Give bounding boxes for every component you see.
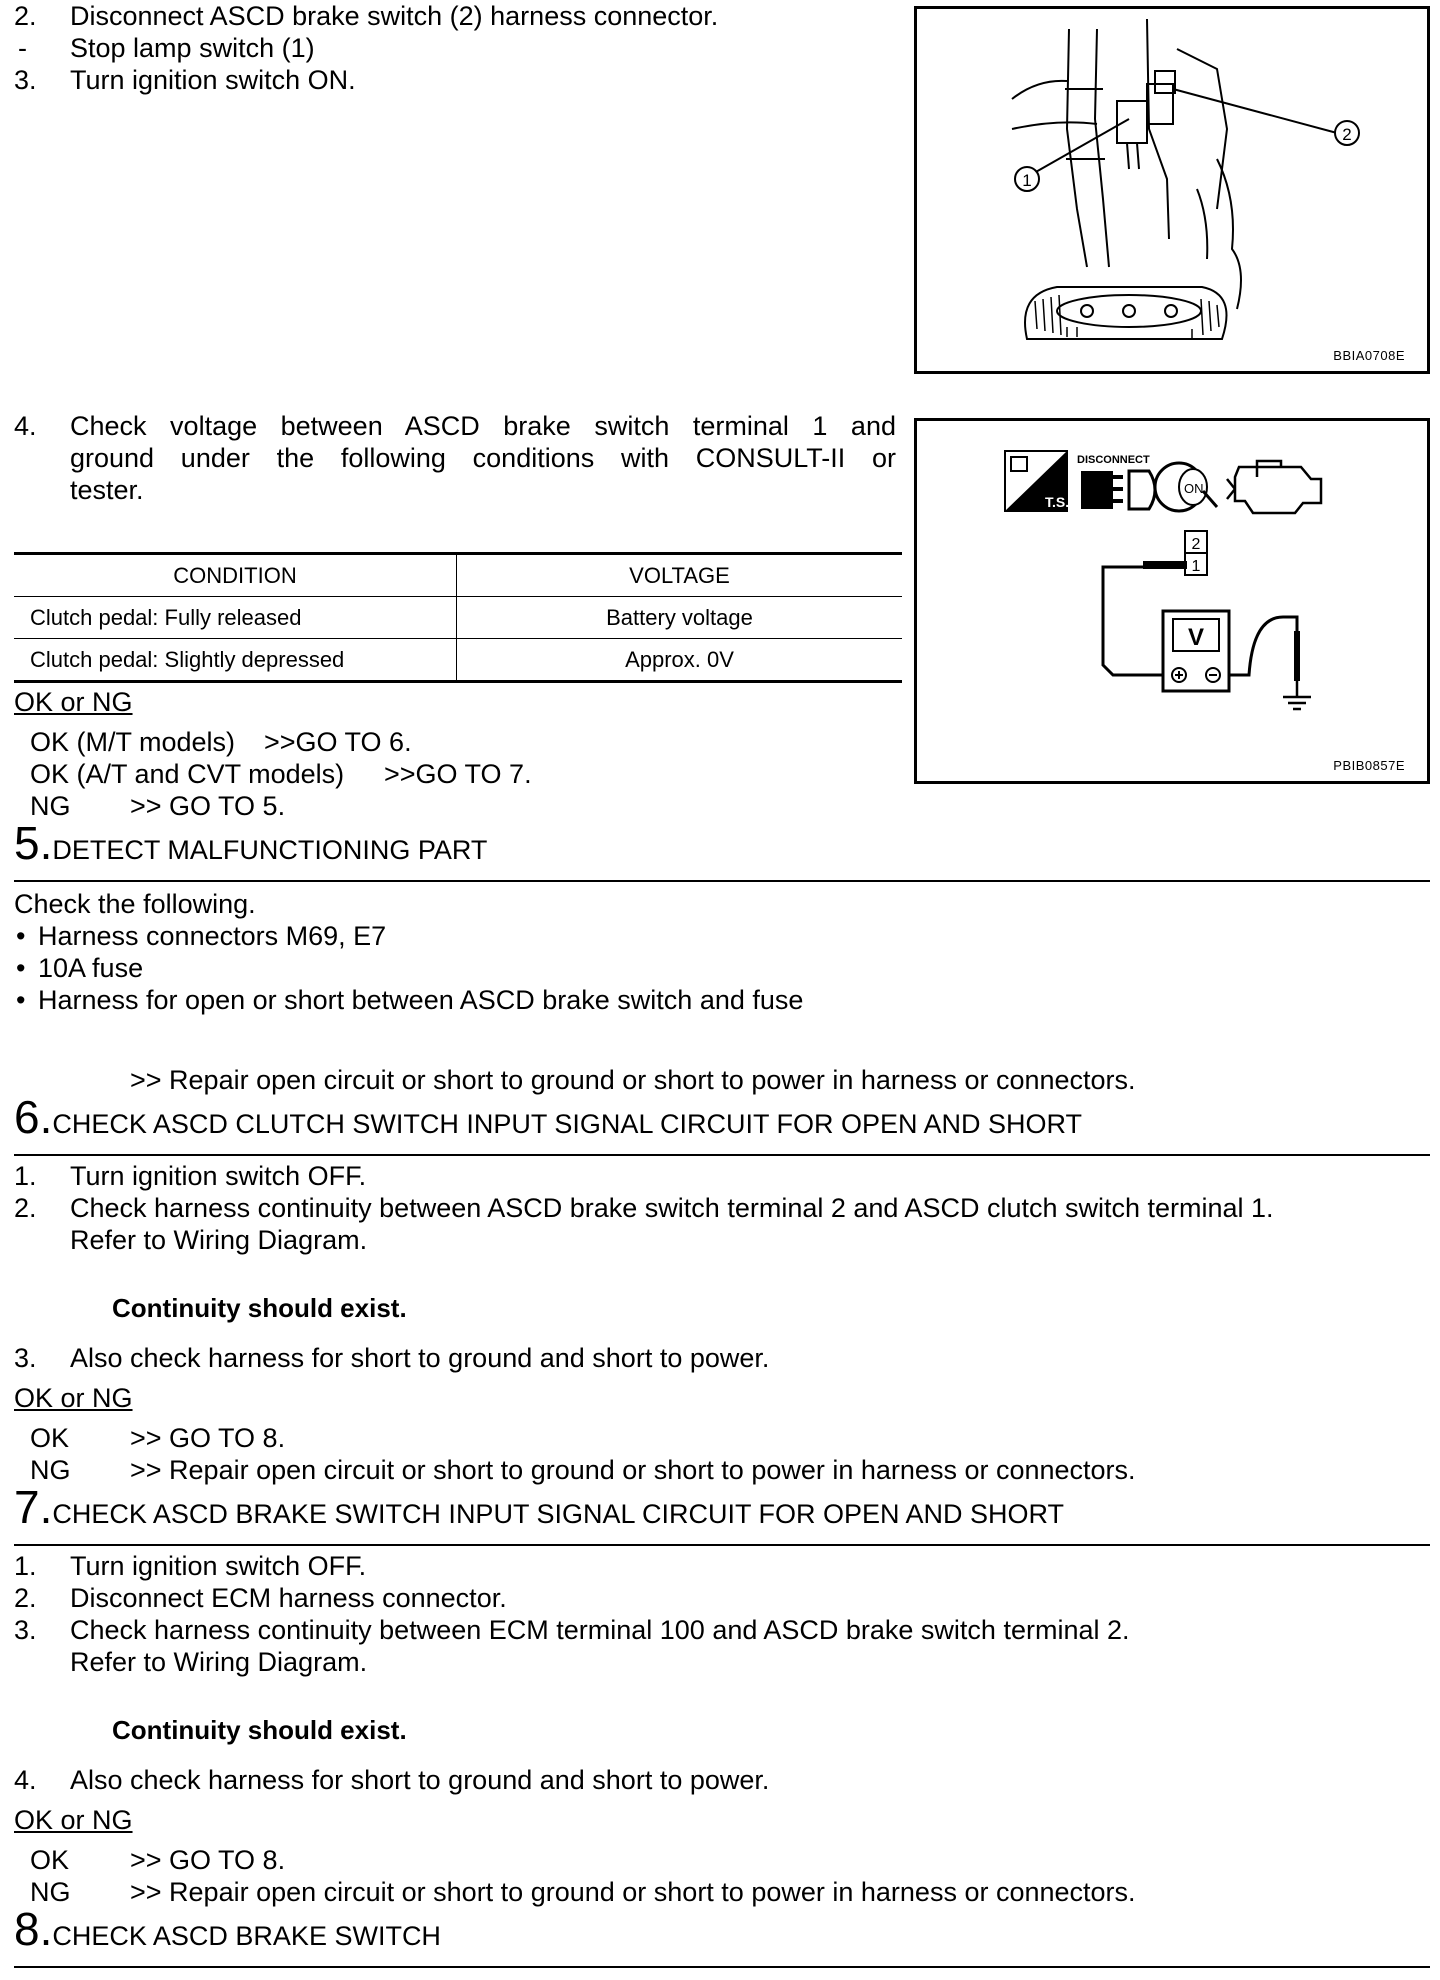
- result-action: >> GO TO 8.: [130, 1845, 286, 1875]
- disconnect-icon: [1077, 454, 1155, 509]
- table-cell: Clutch pedal: Slightly depressed: [14, 639, 457, 682]
- ok-ng-heading: OK or NG: [14, 1805, 133, 1835]
- brake-pedal-illustration: [917, 9, 1427, 371]
- step-heading: [14, 1481, 1065, 1533]
- step-number: 2.: [14, 1583, 37, 1613]
- result-label: OK: [30, 1845, 70, 1875]
- result-action: >> GO TO 5.: [130, 791, 286, 821]
- terminal-2-label: 2: [1191, 536, 1201, 553]
- step-text: Check harness continuity between ASCD brake switch terminal 2 and ASCD clutch switch terminal 1.: [70, 1193, 1274, 1223]
- terminal-1-label: 1: [1191, 558, 1201, 575]
- result-label: OK (A/T and CVT models): [30, 759, 345, 789]
- step-number: 2.: [14, 1193, 37, 1223]
- svg-text:T.S.: T.S.: [1045, 494, 1070, 510]
- step-title: CHECK ASCD BRAKE SWITCH INPUT SIGNAL CIRCUIT FOR OPEN AND SHORT: [52, 1499, 1065, 1529]
- step-number: 4.: [14, 411, 37, 441]
- bullet-text: Harness for open or short between ASCD brake switch and fuse: [38, 985, 804, 1015]
- callout-1: 1: [1022, 171, 1032, 190]
- step-number: 6.: [14, 1091, 53, 1143]
- step-number: 3.: [14, 65, 37, 95]
- step-number: 4.: [14, 1765, 37, 1795]
- step-text: Turn ignition switch OFF.: [70, 1551, 367, 1581]
- spec-text: Continuity should exist.: [112, 1715, 407, 1745]
- figure-id: BBIA0708E: [1333, 348, 1405, 363]
- result-action: >> Repair open circuit or short to ground or short to power in harness or connectors.: [130, 1877, 1136, 1907]
- table-row: [14, 639, 902, 682]
- step-heading: [14, 1091, 1083, 1143]
- result-action: >> Repair open circuit or short to ground or short to power in harness or connectors.: [130, 1065, 1136, 1095]
- table-header: CONDITION: [14, 554, 457, 597]
- ts-icon: [1005, 451, 1069, 511]
- step-text: Refer to Wiring Diagram.: [70, 1225, 368, 1255]
- step-text: Disconnect ECM harness connector.: [70, 1583, 507, 1613]
- step-text: Also check harness for short to ground and short to power.: [70, 1343, 770, 1373]
- table-cell: Approx. 0V: [457, 639, 903, 682]
- svg-text:ON: ON: [1184, 481, 1204, 496]
- result-action: >> Repair open circuit or short to ground or short to power in harness or connectors.: [130, 1455, 1136, 1485]
- step-text: Stop lamp switch (1): [70, 33, 315, 63]
- divider: [14, 1154, 1430, 1156]
- divider: [14, 1544, 1430, 1546]
- step-text: Also check harness for short to ground and short to power.: [70, 1765, 770, 1795]
- step-number: 7.: [14, 1481, 53, 1533]
- step-title: CHECK ASCD BRAKE SWITCH: [52, 1921, 441, 1951]
- step-number: 3.: [14, 1615, 37, 1645]
- step-intro: Check the following.: [14, 889, 256, 919]
- step-text: Disconnect ASCD brake switch (2) harness connector.: [70, 1, 719, 31]
- bullet-text: Harness connectors M69, E7: [38, 921, 387, 951]
- voltage-measure-diagram: [917, 421, 1427, 781]
- bullet-text: 10A fuse: [38, 953, 144, 983]
- step-number: 1.: [14, 1551, 37, 1581]
- step-heading: [14, 817, 488, 869]
- condition-voltage-table: [14, 552, 902, 683]
- step-number: -: [18, 33, 27, 63]
- divider: [14, 1966, 1430, 1968]
- callout-2: 2: [1342, 125, 1352, 144]
- result-label: OK (M/T models): [30, 727, 236, 757]
- ok-ng-heading: OK or NG: [14, 687, 133, 717]
- result-label: OK: [30, 1423, 70, 1453]
- spec-text: Continuity should exist.: [112, 1293, 407, 1323]
- result-action: >> GO TO 8.: [130, 1423, 286, 1453]
- step-number: 3.: [14, 1343, 37, 1373]
- table-cell: Battery voltage: [457, 597, 903, 639]
- step-number: 8.: [14, 1903, 53, 1955]
- step-number: 5.: [14, 817, 53, 869]
- figure-switch-location: [914, 6, 1430, 374]
- bullet-icon: •: [16, 985, 26, 1015]
- step-number: 1.: [14, 1161, 37, 1191]
- table-cell: Clutch pedal: Fully released: [14, 597, 457, 639]
- ok-ng-heading: OK or NG: [14, 1383, 133, 1413]
- step-heading: [14, 1903, 441, 1955]
- step-title: DETECT MALFUNCTIONING PART: [52, 835, 488, 865]
- figure-id: PBIB0857E: [1333, 758, 1405, 773]
- ignition-on-icon: [1155, 463, 1217, 511]
- step-title: CHECK ASCD CLUTCH SWITCH INPUT SIGNAL CIRCUIT FOR OPEN AND SHORT: [52, 1109, 1083, 1139]
- result-label: NG: [30, 791, 71, 821]
- divider: [14, 880, 1430, 882]
- result-action: >>GO TO 6.: [264, 727, 412, 757]
- result-label: NG: [30, 1877, 71, 1907]
- table-row: [14, 597, 902, 639]
- step-text: Refer to Wiring Diagram.: [70, 1647, 368, 1677]
- figure-voltage-check: [914, 418, 1430, 784]
- step-text: Check harness continuity between ECM terminal 100 and ASCD brake switch terminal 2.: [70, 1615, 1130, 1645]
- table-header: VOLTAGE: [457, 554, 903, 597]
- step-text: Turn ignition switch OFF.: [70, 1161, 367, 1191]
- result-action: >>GO TO 7.: [384, 759, 532, 789]
- bullet-icon: •: [16, 921, 26, 951]
- step-text: Turn ignition switch ON.: [70, 65, 356, 95]
- step-text: tester.: [70, 475, 144, 505]
- result-label: NG: [30, 1455, 71, 1485]
- engine-icon: [1227, 461, 1321, 513]
- svg-text:DISCONNECT: DISCONNECT: [1077, 454, 1150, 466]
- step-text: ground under the following conditions with CONSULT-II or: [70, 443, 896, 473]
- step-number: 2.: [14, 1, 37, 31]
- step-text: Check voltage between ASCD brake switch terminal 1 and: [70, 411, 896, 441]
- voltmeter-label: V: [1187, 624, 1205, 651]
- bullet-icon: •: [16, 953, 26, 983]
